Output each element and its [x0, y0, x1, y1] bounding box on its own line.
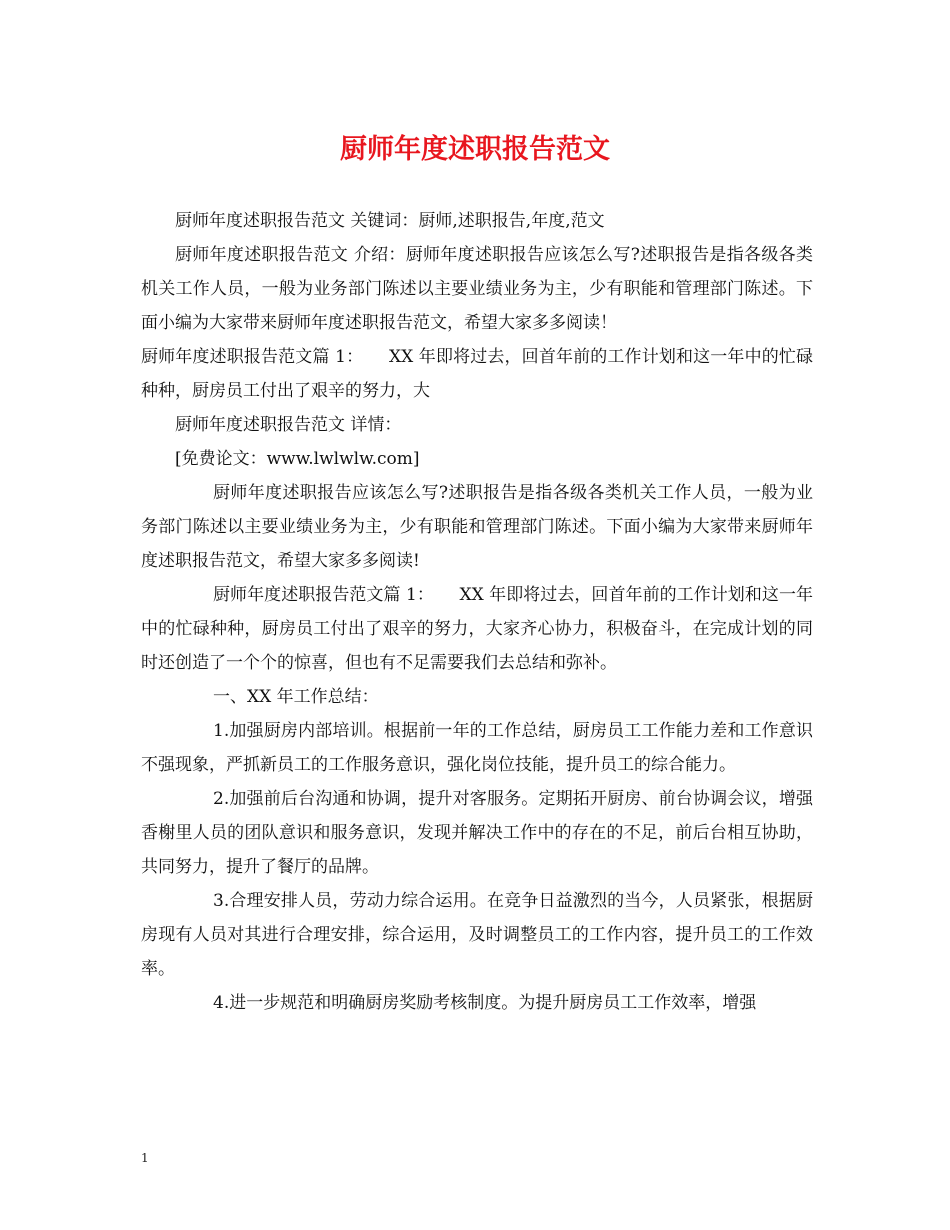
body-paragraph: 厨师年度述职报告范文篇 1： XX 年即将过去，回首年前的工作计划和这一年中的忙碌种种，厨房员工付出了艰辛的努力，大家齐心协力，积极奋斗，在完成计划的同时还创造了一个个的惊喜，但也有不足需要我们去总结和弥补。 — [141, 585, 813, 673]
list-item: 4.进一步规范和明确厨房奖励考核制度。为提升厨房员工工作效率，增强 — [213, 993, 757, 1013]
page-number: 1 — [141, 1151, 149, 1165]
keywords-paragraph: 厨师年度述职报告范文 关键词：厨师,述职报告,年度,范文 — [175, 211, 605, 231]
intro-paragraph: 厨师年度述职报告范文 介绍：厨师年度述职报告应该怎么写?述职报告是指各级各类机关工作人员，一般为业务部门陈述以主要业绩业务为主，少有职能和管理部门陈述。下面小编为大家带来厨师年度述职报告范文，希望大家多多阅读！ — [141, 245, 813, 333]
document-title: 厨师年度述职报告范文 — [340, 134, 610, 165]
section-heading: 一、XX 年工作总结： — [213, 687, 379, 707]
excerpt-paragraph: 厨师年度述职报告范文篇 1： XX 年即将过去，回首年前的工作计划和这一年中的忙碌种种，厨房员工付出了艰辛的努力，大 — [141, 347, 813, 401]
body-paragraph: 厨师年度述职报告应该怎么写?述职报告是指各级各类机关工作人员，一般为业务部门陈述以主要业绩业务为主，少有职能和管理部门陈述。下面小编为大家带来厨师年度述职报告范文，希望大家多多阅读! — [141, 483, 813, 571]
details-heading: 厨师年度述职报告范文 详情： — [175, 415, 402, 435]
list-item: 3.合理安排人员，劳动力综合运用。在竞争日益激烈的当今，人员紧张，根据厨房现有人员对其进行合理安排，综合运用，及时调整员工的工作内容，提升员工的工作效率。 — [141, 891, 813, 979]
list-item: 2.加强前后台沟通和协调，提升对客服务。定期拓开厨房、前台协调会议，增强香榭里人员的团队意识和服务意识，发现并解决工作中的存在的不足，前后台相互协助，共同努力，提升了餐厅的品牌。 — [141, 789, 813, 877]
document-body — [141, 204, 813, 1020]
source-link-text: [免费论文：www.lwlwlw.com] — [175, 449, 420, 469]
list-item: 1.加强厨房内部培训。根据前一年的工作总结，厨房员工工作能力差和工作意识不强现象，严抓新员工的工作服务意识，强化岗位技能，提升员工的综合能力。 — [141, 721, 813, 775]
